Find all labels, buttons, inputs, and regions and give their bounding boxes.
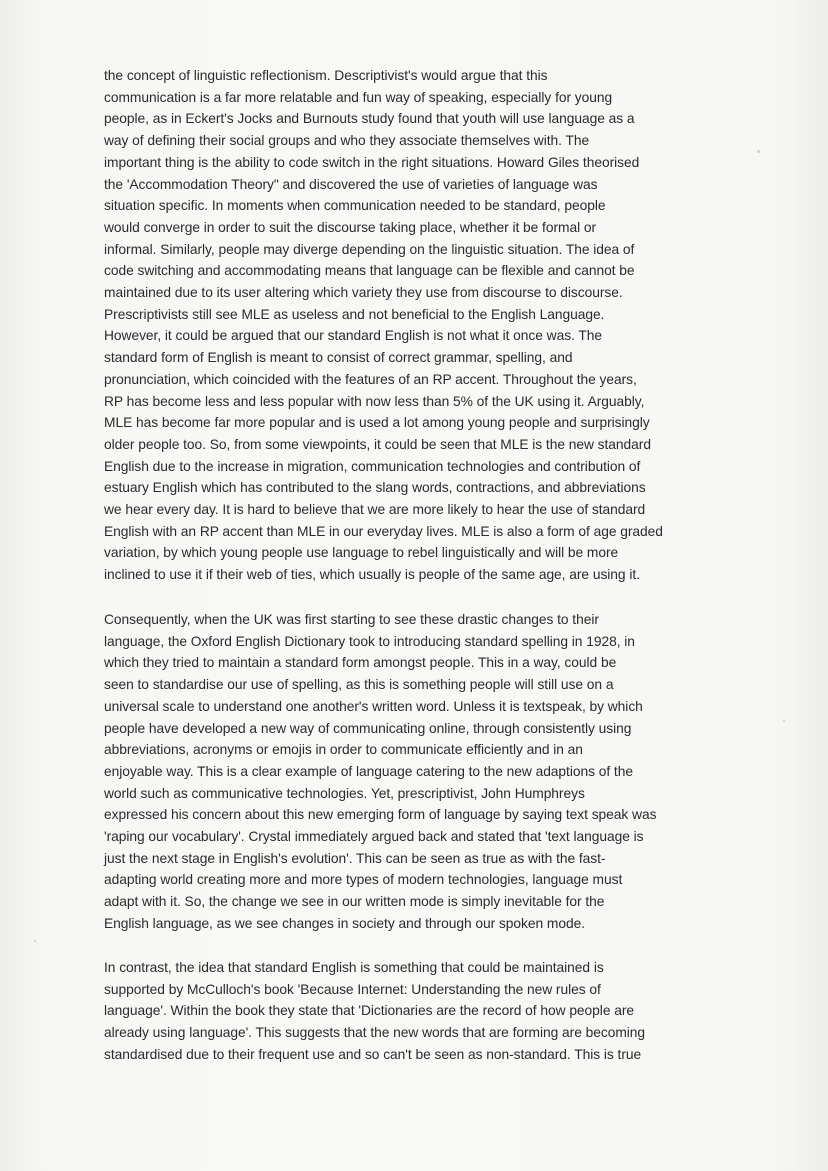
scan-speck xyxy=(34,940,36,942)
text-line: maintained due to its user altering which variety they use from discourse to discourse. xyxy=(104,285,623,301)
text-line: would converge in order to suit the discourse taking place, whether it be formal or xyxy=(104,219,597,235)
essay-paragraph-2 xyxy=(104,609,744,935)
text-line: seen to standardise our use of spelling, as this is something people will still use on a xyxy=(104,677,614,693)
text-line: language, the Oxford English Dictionary took to introducing standard spelling in 1928, in xyxy=(104,633,635,649)
text-line: situation specific. In moments when communication needed to be standard, people xyxy=(104,198,606,214)
text-line: universal scale to understand one another's written word. Unless it is textspeak, by which xyxy=(104,698,643,714)
text-line: already using language'. This suggests that the new words that are forming are becoming xyxy=(104,1025,646,1041)
essay-paragraph-1 xyxy=(104,65,744,586)
text-line: communication is a far more relatable and fun way of speaking, especially for young xyxy=(104,89,613,105)
text-line: supported by McCulloch's book 'Because Internet: Understanding the new rules of xyxy=(104,981,601,997)
text-line: informal. Similarly, people may diverge depending on the linguistic situation. The idea of xyxy=(104,241,635,257)
text-line: standard form of English is meant to consist of correct grammar, spelling, and xyxy=(104,350,573,366)
text-line: code switching and accommodating means that language can be flexible and cannot be xyxy=(104,263,635,279)
text-line: older people too. So, from some viewpoints, it could be seen that MLE is the new standard xyxy=(104,436,651,452)
text-line: language'. Within the book they state that 'Dictionaries are the record of how people are xyxy=(104,1003,635,1019)
text-line: the 'Accommodation Theory" and discovered the use of varieties of language was xyxy=(104,176,598,192)
text-line: RP has become less and less popular with now less than 5% of the UK using it. Arguably, xyxy=(104,393,645,409)
scan-speck xyxy=(783,720,785,722)
text-line: important thing is the ability to code switch in the right situations. Howard Giles theorised xyxy=(104,154,640,170)
text-line: enjoyable way. This is a clear example of language catering to the new adaptions of the xyxy=(104,763,633,779)
text-line: variation, by which young people use language to rebel linguistically and will be more xyxy=(104,545,619,561)
text-line: However, it could be argued that our standard English is not what it once was. The xyxy=(104,328,602,344)
text-line: which they tried to maintain a standard form amongst people. This in a way, could be xyxy=(104,655,617,671)
text-line: MLE has become far more popular and is used a lot among young people and surprisingly xyxy=(104,415,650,431)
text-line: way of defining their social groups and who they associate themselves with. The xyxy=(104,133,590,149)
text-line: we hear every day. It is hard to believe that we are more likely to hear the use of standard xyxy=(104,502,646,518)
text-line: just the next stage in English's evolution'. This can be seen as true as with the fast- xyxy=(104,850,606,866)
text-line: people have developed a new way of communicating online, through consistently using xyxy=(104,720,632,736)
text-line: inclined to use it if their web of ties, which usually is people of the same age, are using it. xyxy=(104,567,640,583)
text-line: world such as communicative technologies. Yet, prescriptivist, John Humphreys xyxy=(104,785,585,801)
text-line: expressed his concern about this new emerging form of language by saying text speak was xyxy=(104,807,657,823)
scan-speck xyxy=(757,150,760,153)
text-line: Consequently, when the UK was first starting to see these drastic changes to their xyxy=(104,612,599,627)
text-line: English language, as we see changes in society and through our spoken mode. xyxy=(104,915,585,931)
text-line: adapting world creating more and more types of modern technologies, language must xyxy=(104,872,623,888)
text-line: adapt with it. So, the change we see in our written mode is simply inevitable for the xyxy=(104,894,605,910)
text-line: Prescriptivists still see MLE as useless and not beneficial to the English Language. xyxy=(104,306,605,322)
text-line: standardised due to their frequent use and so can't be seen as non-standard. This is true xyxy=(104,1046,642,1062)
text-line: English with an RP accent than MLE in our everyday lives. MLE is also a form of age graded xyxy=(104,523,663,539)
text-line: In contrast, the idea that standard English is something that could be maintained is xyxy=(104,960,604,975)
text-line: English due to the increase in migration, communication technologies and contribution of xyxy=(104,458,641,474)
essay-paragraph-3 xyxy=(104,957,744,1066)
text-line: pronunciation, which coincided with the features of an RP accent. Throughout the years, xyxy=(104,371,637,387)
text-line: abbreviations, acronyms or emojis in order to communicate efficiently and in an xyxy=(104,742,583,758)
text-line: people, as in Eckert's Jocks and Burnouts study found that youth will use language as a xyxy=(104,111,635,127)
text-line: estuary English which has contributed to the slang words, contractions, and abbreviations xyxy=(104,480,646,496)
text-line: the concept of linguistic reflectionism. Descriptivist's would argue that this xyxy=(104,68,548,83)
text-line: 'raping our vocabulary'. Crystal immediately argued back and stated that 'text language is xyxy=(104,829,644,845)
